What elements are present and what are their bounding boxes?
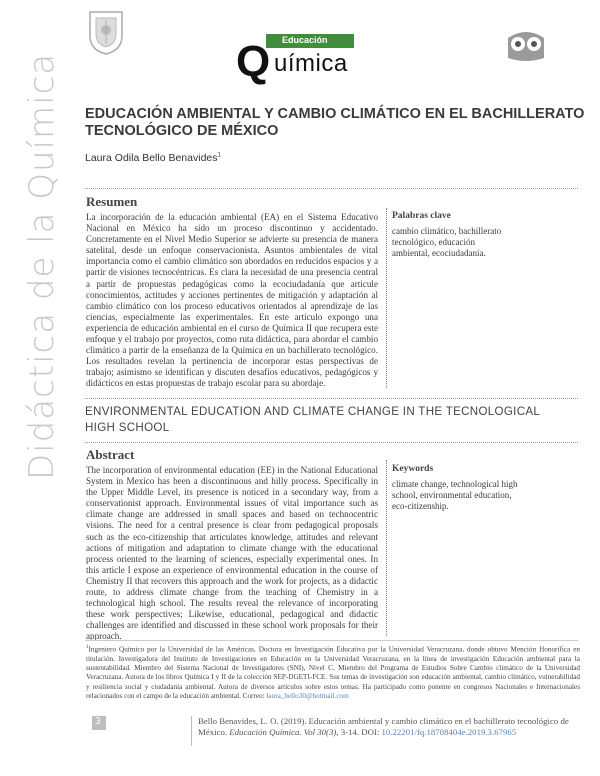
logo-small-text: Educación xyxy=(282,35,328,45)
author xyxy=(85,152,221,164)
column-divider xyxy=(386,208,387,388)
author-name: Laura Odila Bello Benavides xyxy=(85,152,218,164)
logo-q: Q xyxy=(236,37,271,86)
citation-line1: Bello Benavides, L. O. (2019). Educación ambiental y cambio climático en el bachillerato tecnológico de xyxy=(198,716,569,726)
side-label-text: Didáctica de la Química xyxy=(22,52,62,480)
logo-big-text: uímica xyxy=(274,50,348,77)
divider xyxy=(85,442,578,443)
doi-link[interactable]: 10.22201/fq.18708404e.2019.3.67965 xyxy=(381,727,517,737)
palabras-clave-text: cambio climático, bachillerato tecnológico, educación ambiental, ecociudadanía. xyxy=(392,226,502,258)
palabras-clave-heading: Palabras clave xyxy=(392,211,451,221)
citation-journal: Educación Química. Vol 30(3) xyxy=(229,727,337,737)
section-side-label xyxy=(12,52,72,510)
english-title-line1: ENVIRONMENTAL EDUCATION AND CLIMATE CHANGE IN THE TECNOLOGICAL xyxy=(85,405,541,418)
resumen-heading: Resumen xyxy=(86,194,138,209)
citation-line2 xyxy=(198,727,588,738)
unam-crest-icon xyxy=(86,8,126,56)
citation xyxy=(198,716,588,738)
citation-pages: , 3-14. DOI: xyxy=(336,727,380,737)
divider xyxy=(85,398,578,399)
journal-logo xyxy=(236,34,386,90)
abstract-heading: Abstract xyxy=(86,447,135,462)
footnote-divider xyxy=(85,640,578,641)
author-sup: 1 xyxy=(217,152,221,159)
english-title xyxy=(85,404,585,436)
keywords-heading: Keywords xyxy=(392,464,434,474)
footnote-sup: 1 xyxy=(86,645,89,650)
footnote-email-link[interactable]: laura_bello30@hotmail.com xyxy=(266,691,349,700)
owl-icon xyxy=(504,24,548,64)
page-number: 3 xyxy=(95,716,101,727)
article-title-line2: TECNOLÓGICO DE MÉXICO xyxy=(85,123,279,139)
footnote xyxy=(86,643,580,701)
footer-divider xyxy=(191,716,192,746)
abstract-text: The incorporation of environmental education (EE) in the National Educational System in Mexico has been a discontinuous and hilly process. Specifically in the Upper Middle Level, its presence is noticed in a secondary way, from a conservationist approach. Environmental issues of vital importance such as climate change are addressed in small spaces and based on technocentric visions. The need for a central presence is clear from pedagogical proposals such as the eco-citizenship that articulates knowledge, attitudes and relevant actions of mitigation and adaptation to climate change with the educational process oriented to the learning of sciences, especially experimental ones. In this article I expose an experience of environmental education in the course of Chemistry II that recovers this approach and the work for projects, as a didactic route, to address climate change from the teaching of Chemistry in a technological high school. The results reveal the relevance of incorporating these work perspectives; Likewise, educational, pedagogical and didactic challenges are identified and discussed in these school work proposals for their approach. xyxy=(86,465,378,642)
keywords-text: climate change, technological high school, environmental education, eco-citizenship. xyxy=(392,479,518,511)
citation-prefix: México. xyxy=(198,727,228,737)
article-title-line1: EDUCACIÓN AMBIENTAL Y CAMBIO CLIMÁTICO EN EL BACHILLERATO xyxy=(85,106,585,122)
article-title xyxy=(85,106,585,140)
english-title-line2: HIGH SCHOOL xyxy=(85,421,170,434)
footnote-text: Ingeniero Químico por la Universidad de las Américas, Doctora en Investigación Educativa por la Universidad Veracruzana, donde obtuvo Mención Honorífica en titulación. Investigadora del Instituto de Investigaciones en Educación en la Universidad Veracruzana, en la línea de investigación Educación ambiental para la sustentabilidad. Miembro del Sistema Nacional de Investigadores (SNI), Nivel C. Miembro del Programa de Estudios Sobre Cambio climático de la Universidad Veracruzana. Autora de los libros Química I y II de la colección SEP-DGETI-FCE. Sus temas de investigación son educación ambiental, cambio climático, vulnerabilidad y resiliencia social y ciudadanía ambiental. Autora de diversos artículos sobre estos temas. Ha participado como ponente en congresos Nacionales e Internacionales relacionados con el campo de la educación ambiental. Correo: xyxy=(86,645,580,700)
divider xyxy=(85,188,578,189)
resumen-text: La incorporación de la educación ambiental (EA) en el Sistema Educativo Nacional en México ha sido un proceso discontinuo y accidentado. Concretamente en el Nivel Medio Superior se advierte su presencia de manera satelital, desde un enfoque conservacionista. Asuntos ambientales de vital importancia como el cambio climático son abordados en reducidos espacios y a partir de visiones tecnocéntricas. Es clara la necesidad de una presencia central a partir de propuestas pedagógicas como la ecociudadanía que articule conocimientos, actitudes y acciones pertinentes de mitigación y adaptación al cambio climático con los proceso educativos orientados al aprendizaje de las ciencias, especialmente las experimentales. En este artículo expongo una experiencia de educación ambiental en el curso de Química II que recupera este enfoque y el trabajo por proyectos, como ruta didáctica, para abordar el cambio climático a partir de la enseñanza de la Química en un bachillerato tecnológico. Los resultados revelan la pertinencia de incorporar estas perspectivas de trabajo; asimismo se identifican y discuten desafíos educativos, pedagógicos y didácticos en estas propuestas de trabajo escolar para su abordaje. xyxy=(86,212,378,389)
column-divider xyxy=(386,460,387,636)
